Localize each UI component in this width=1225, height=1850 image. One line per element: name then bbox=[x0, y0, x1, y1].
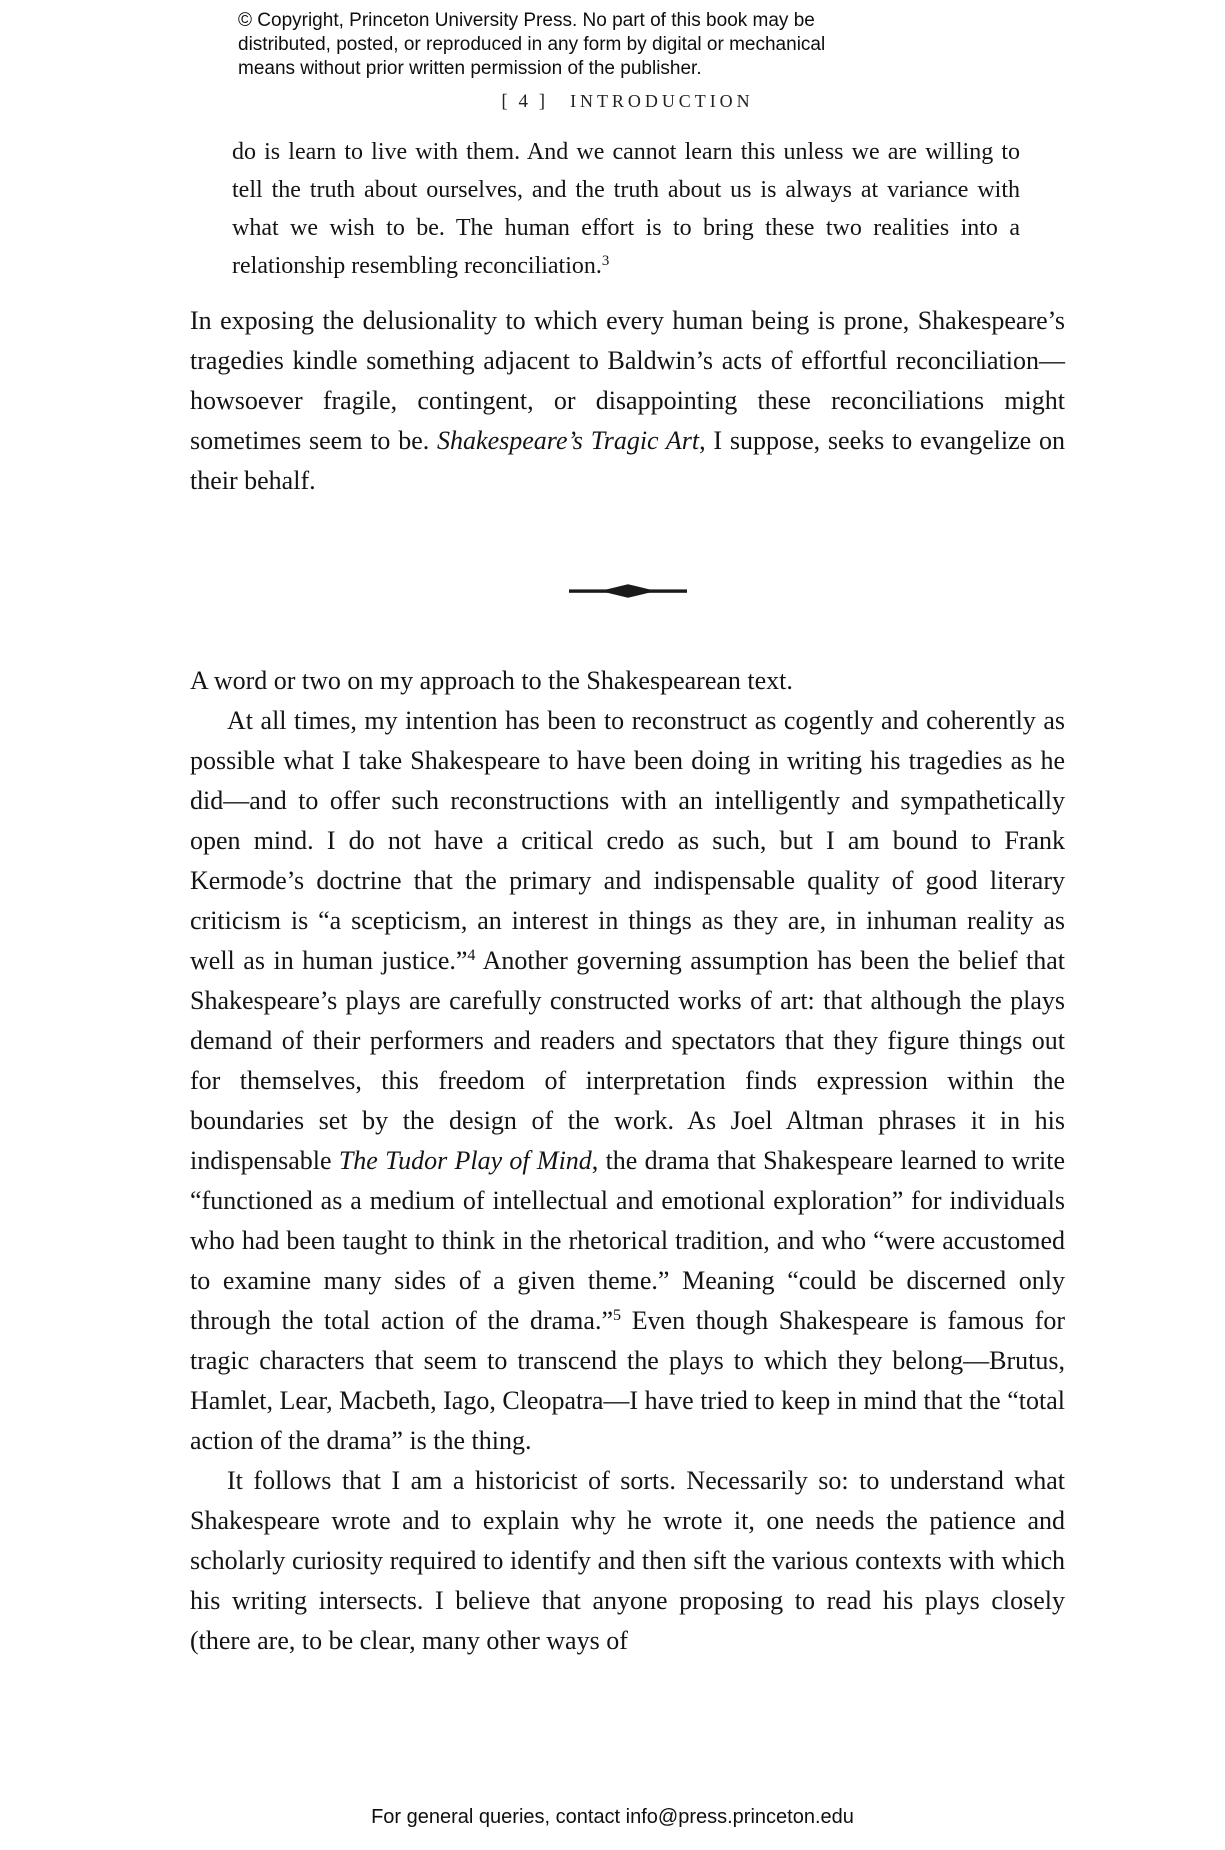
paragraph bbox=[190, 701, 1065, 1461]
footnote-marker: 4 bbox=[467, 947, 476, 965]
text-run: , I suppose, seeks to evangelize on their behalf. bbox=[190, 426, 1065, 495]
section-divider bbox=[190, 583, 1065, 599]
paragraph bbox=[190, 1461, 1065, 1661]
text-run: Another governing assumption has been the belief that Shakespeare’s plays are carefully constructed works of art: that although the plays demand of their performers and readers and spectators that they figure things out for themselves, this freedom of interpretation finds expression within the boundaries set by the design of the work. As Joel Altman phrases it in his indispensable bbox=[190, 946, 1065, 1175]
text-run: do is learn to live with them. And we cannot learn this unless we are willing to tell the truth about ourselves, and the truth about us is always at variance with what we wish to be. The human effort is to bring these two realities into a relationship resembling reconciliation. bbox=[232, 139, 1020, 279]
copyright-notice bbox=[238, 0, 1225, 81]
text-run: At all times, my intention has been to reconstruct as cogently and coherently as possible what I take Shakespeare to have been doing in writing his tragedies as he did—and to offer such reconstructions with an intelligently and sympathetically open mind. I do not have a critical credo as such, but I am bound to Frank Kermode’s doctrine that the primary and indispensable quality of good literary criticism is “a scepticism, an interest in things as they are, in inhuman reality as well as in human justice.” bbox=[190, 706, 1065, 975]
text-run: It follows that I am a historicist of sorts. Necessarily so: to understand what Shakespeare wrote and to explain why he wrote it, one needs the patience and scholarly curiosity required to identify and then sift the various contexts with which his writing intersects. I believe that anyone proposing to read his plays closely (there are, to be clear, many other ways of bbox=[190, 1466, 1065, 1655]
body-text bbox=[190, 301, 1065, 1661]
footnote-marker: 5 bbox=[612, 1307, 622, 1325]
text-run: The Tudor Play of Mind bbox=[338, 1146, 592, 1175]
copyright-line: means without prior written permission of the publisher. bbox=[238, 58, 702, 79]
footnote-marker: 3 bbox=[601, 252, 610, 269]
copyright-line: © Copyright, Princeton University Press. No part of this book may be bbox=[238, 10, 815, 31]
text-run: Shakespeare’s Tragic Art bbox=[437, 426, 700, 455]
paragraph bbox=[190, 661, 1065, 701]
divider-ornament-icon bbox=[569, 583, 687, 599]
text-run: In exposing the delusionality to which every human being is prone, Shakespeare’s tragedies kindle something adjacent to Baldwin’s acts of effortful reconciliation—howsoever fragile, contingent, or disappointing these reconciliations might sometimes seem to be. bbox=[190, 306, 1065, 455]
divider-diamond bbox=[600, 584, 656, 598]
queries-footer: For general queries, contact info@press.princeton.edu bbox=[371, 1806, 854, 1828]
block-quote bbox=[232, 133, 1020, 285]
text-run: A word or two on my approach to the Shakespearean text. bbox=[190, 666, 793, 695]
paragraph bbox=[190, 301, 1065, 501]
text-run: , the drama that Shakespeare learned to write “functioned as a medium of intellectual and emotional exploration” for individuals who had been taught to think in the rhetorical tradition, and who “were accustomed to examine many sides of a given theme.” Meaning “could be discerned only through the total action of the drama.” bbox=[190, 1146, 1065, 1335]
chapter-title: INTRODUCTION bbox=[570, 91, 754, 111]
text-column bbox=[190, 88, 1065, 1661]
copyright-line: distributed, posted, or reproduced in any form by digital or mechanical bbox=[238, 34, 826, 55]
text-run: Even though Shakespeare is famous for tragic characters that seem to transcend the plays to which they belong—Brutus, Hamlet, Lear, Macbeth, Iago, Cleopatra—I have tried to keep in mind that the “total action of the drama” is the thing. bbox=[190, 1306, 1065, 1455]
running-head bbox=[190, 88, 1065, 115]
page-number: [ 4 ] bbox=[501, 91, 549, 112]
